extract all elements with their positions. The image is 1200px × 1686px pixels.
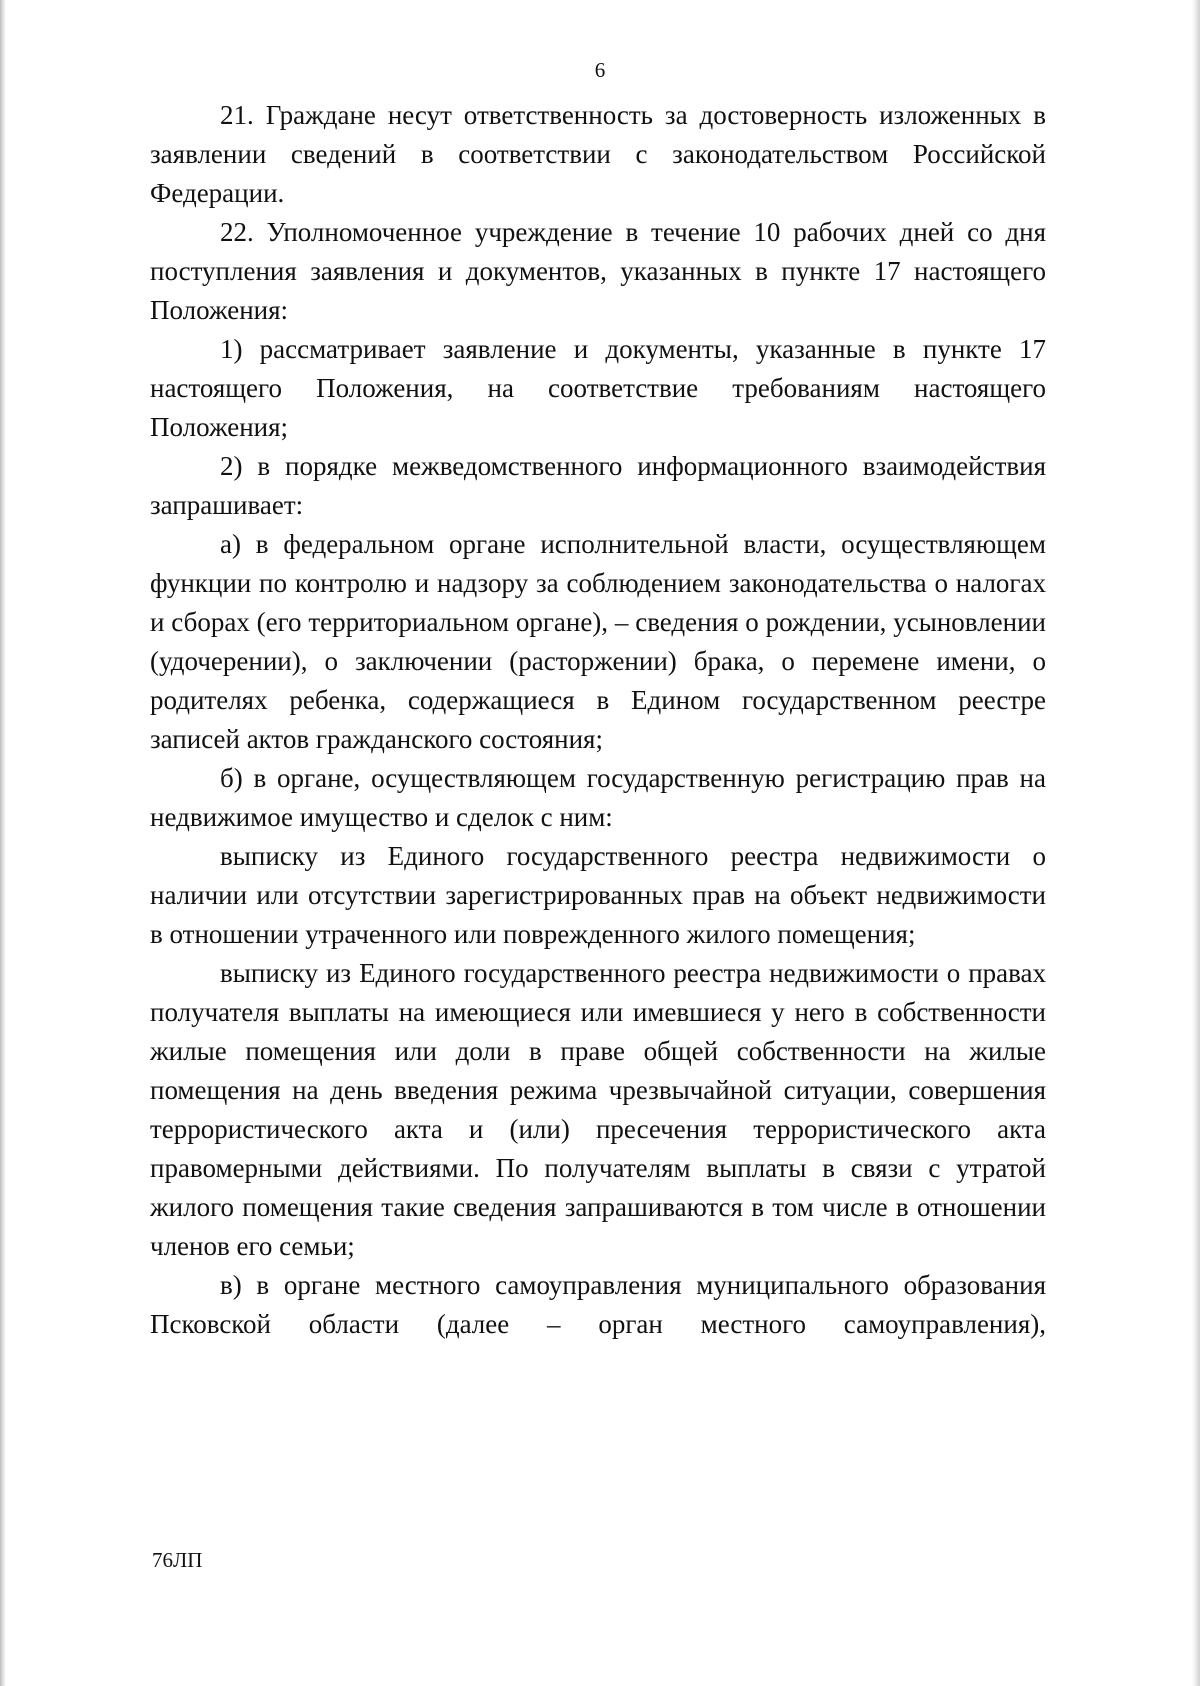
paragraph-22-item-2v: в) в органе местного самоуправления муниципального образования Псковской области (далее – орган местного самоуправления), <box>150 1270 1046 1339</box>
paragraph-22-item-2b: б) в органе, осуществляющем государственную регистрацию прав на недвижимое имущество и сделок с ним: <box>150 763 1046 832</box>
footer-document-code: 76ЛП <box>152 1548 203 1572</box>
paragraph-22-item-2: 2) в порядке межведомственного информационного взаимодействия запрашивает: <box>150 451 1046 520</box>
scan-edge-right <box>1192 0 1200 1686</box>
paragraph-22-item-2a: а) в федеральном органе исполнительной власти, осуществляющем функции по контролю и надзору за соблюдением законодательства о налогах и сборах (его территориальном органе), – сведения о рождении, усыновлении (удочерении), о заключении (расторжении) брака, о перемене имени, о родителях ребенка, содержащиеся в Едином государственном реестре записей актов гражданского состояния; <box>150 529 1046 754</box>
paragraph-registry-extract-1: выписку из Единого государственного реестра недвижимости о наличии или отсутствии зарегистрированных прав на объект недвижимости в отношении утраченного или поврежденного жилого помещения; <box>150 841 1046 949</box>
paragraph-registry-extract-2: выписку из Единого государственного реестра недвижимости о правах получателя выплаты на имеющиеся или имевшиеся у него в собственности жилые помещения или доли в праве общей собственности на жилые помещения на день введения режима чрезвычайной ситуации, совершения террористического акта и (или) пресечения террористического акта правомерными действиями. По получателям выплаты в связи с утратой жилого помещения такие сведения запрашиваются в том числе в отношении членов его семьи; <box>150 958 1046 1261</box>
paragraph-22-item-1: 1) рассматривает заявление и документы, указанные в пункте 17 настоящего Положения, на соответствие требованиям настоящего Положения; <box>150 334 1046 442</box>
document-body <box>150 96 1046 1344</box>
paragraph-21: 21. Граждане несут ответственность за достоверность изложенных в заявлении сведений в соответствии с законодательством Российской Федерации. <box>150 100 1046 208</box>
page-number: 6 <box>594 58 606 82</box>
paragraph-22: 22. Уполномоченное учреждение в течение 10 рабочих дней со дня поступления заявления и документов, указанных в пункте 17 настоящего Положения: <box>150 217 1046 325</box>
scan-edge-left <box>0 0 6 1686</box>
